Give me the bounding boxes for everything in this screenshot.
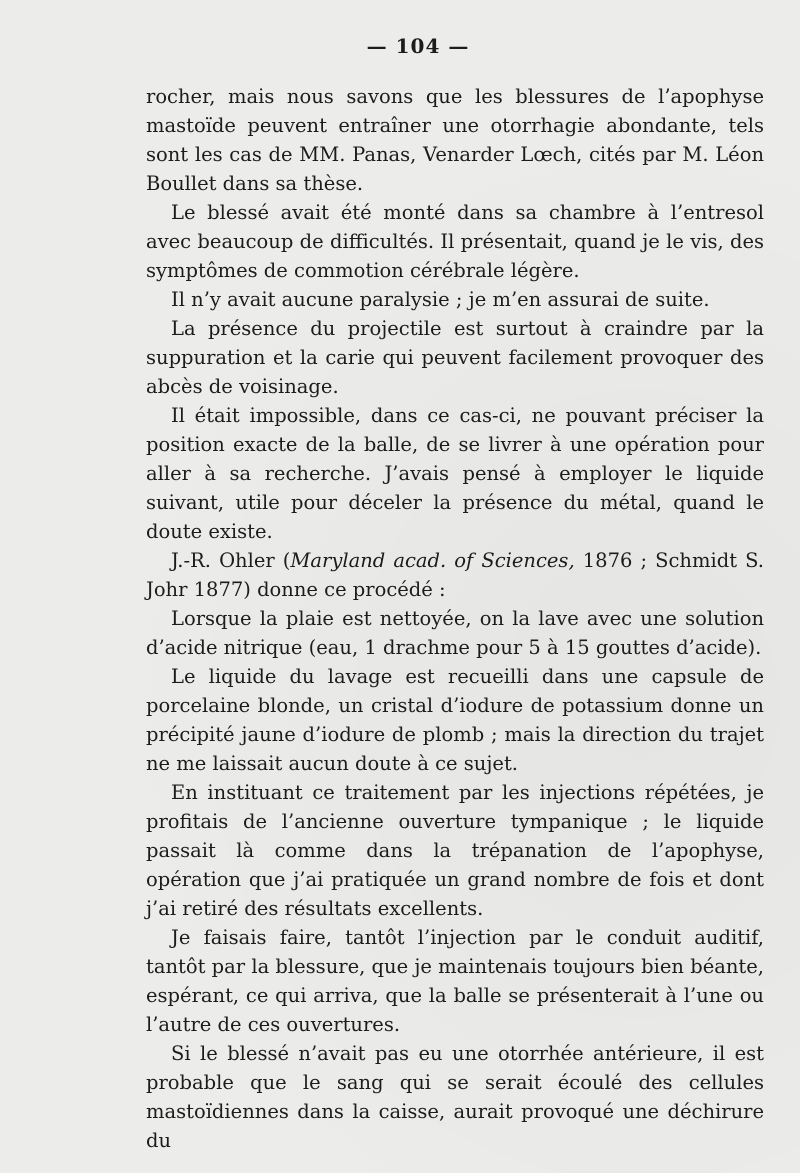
- citation-prefix: J.-R. Ohler (: [171, 549, 291, 572]
- citation-suffix: 1876 ; Schmidt S. Johr 1877) donne ce procédé :: [146, 549, 764, 601]
- paragraph-lavage: Lorsque la plaie est nettoyée, on la lave avec une solution d’acide nitrique (eau, 1 drachme pour 5 à 15 gouttes d’acide).: [146, 607, 764, 659]
- citation-journal: Maryland acad. of Sciences,: [290, 549, 575, 572]
- paragraph-impossible: Il était impossible, dans ce cas-ci, ne pouvant préciser la position exacte de la balle, de se livrer à une opération pour aller à sa recherche. J’avais pensé à employer le liquide suivant, utile pour déceler la présence du métal, quand le doute existe.: [146, 404, 764, 543]
- page-number: — 104 —: [366, 34, 470, 58]
- paragraph-liquide: Le liquide du lavage est recueilli dans une capsule de porcelaine blonde, un cristal d’iodure de potassium donne un précipité jaune d’iodure de plomb ; mais la direction du trajet ne me laissait aucun doute à ce sujet.: [146, 665, 764, 775]
- paragraph-paralysie: Il n’y avait aucune paralysie ; je m’en assurai de suite.: [171, 288, 710, 311]
- paragraph-otorrhee: Si le blessé n’avait pas eu une otorrhée antérieure, il est probable que le sang qui se serait écoulé des cellules mastoïdiennes dans la caisse, aurait provoqué une déchirure du: [146, 1042, 764, 1152]
- body-text: [146, 82, 764, 1155]
- paragraph-blesse-monte: Le blessé avait été monté dans sa chambre à l’entresol avec beaucoup de difficultés. Il présentait, quand je le vis, des symptômes de commotion cérébrale légère.: [146, 201, 764, 282]
- paragraph-injection-conduit: Je faisais faire, tantôt l’injection par le conduit auditif, tantôt par la blessure, que je maintenais toujours bien béante, espérant, ce qui arriva, que la balle se présenterait à l’une ou l’autre de ces ouvertures.: [146, 926, 764, 1036]
- paragraph-injections: En instituant ce traitement par les injections répétées, je profitais de l’ancienne ouverture tympanique ; le liquide passait là comme dans la trépanation de l’apophyse, opération que j’ai pratiquée un grand nombre de fois et dont j’ai retiré des résultats excellents.: [146, 781, 764, 920]
- paragraph-continuation: rocher, mais nous savons que les blessures de l’apophyse mastoïde peuvent entraîner une otorrhagie abondante, tels sont les cas de MM. Panas, Venarder Lœch, cités par M. Léon Boullet dans sa thèse.: [146, 85, 764, 195]
- paragraph-projectile: La présence du projectile est surtout à craindre par la suppuration et la carie qui peuvent facilement provoquer des abcès de voisinage.: [146, 317, 764, 398]
- paragraph-citation: [146, 546, 764, 604]
